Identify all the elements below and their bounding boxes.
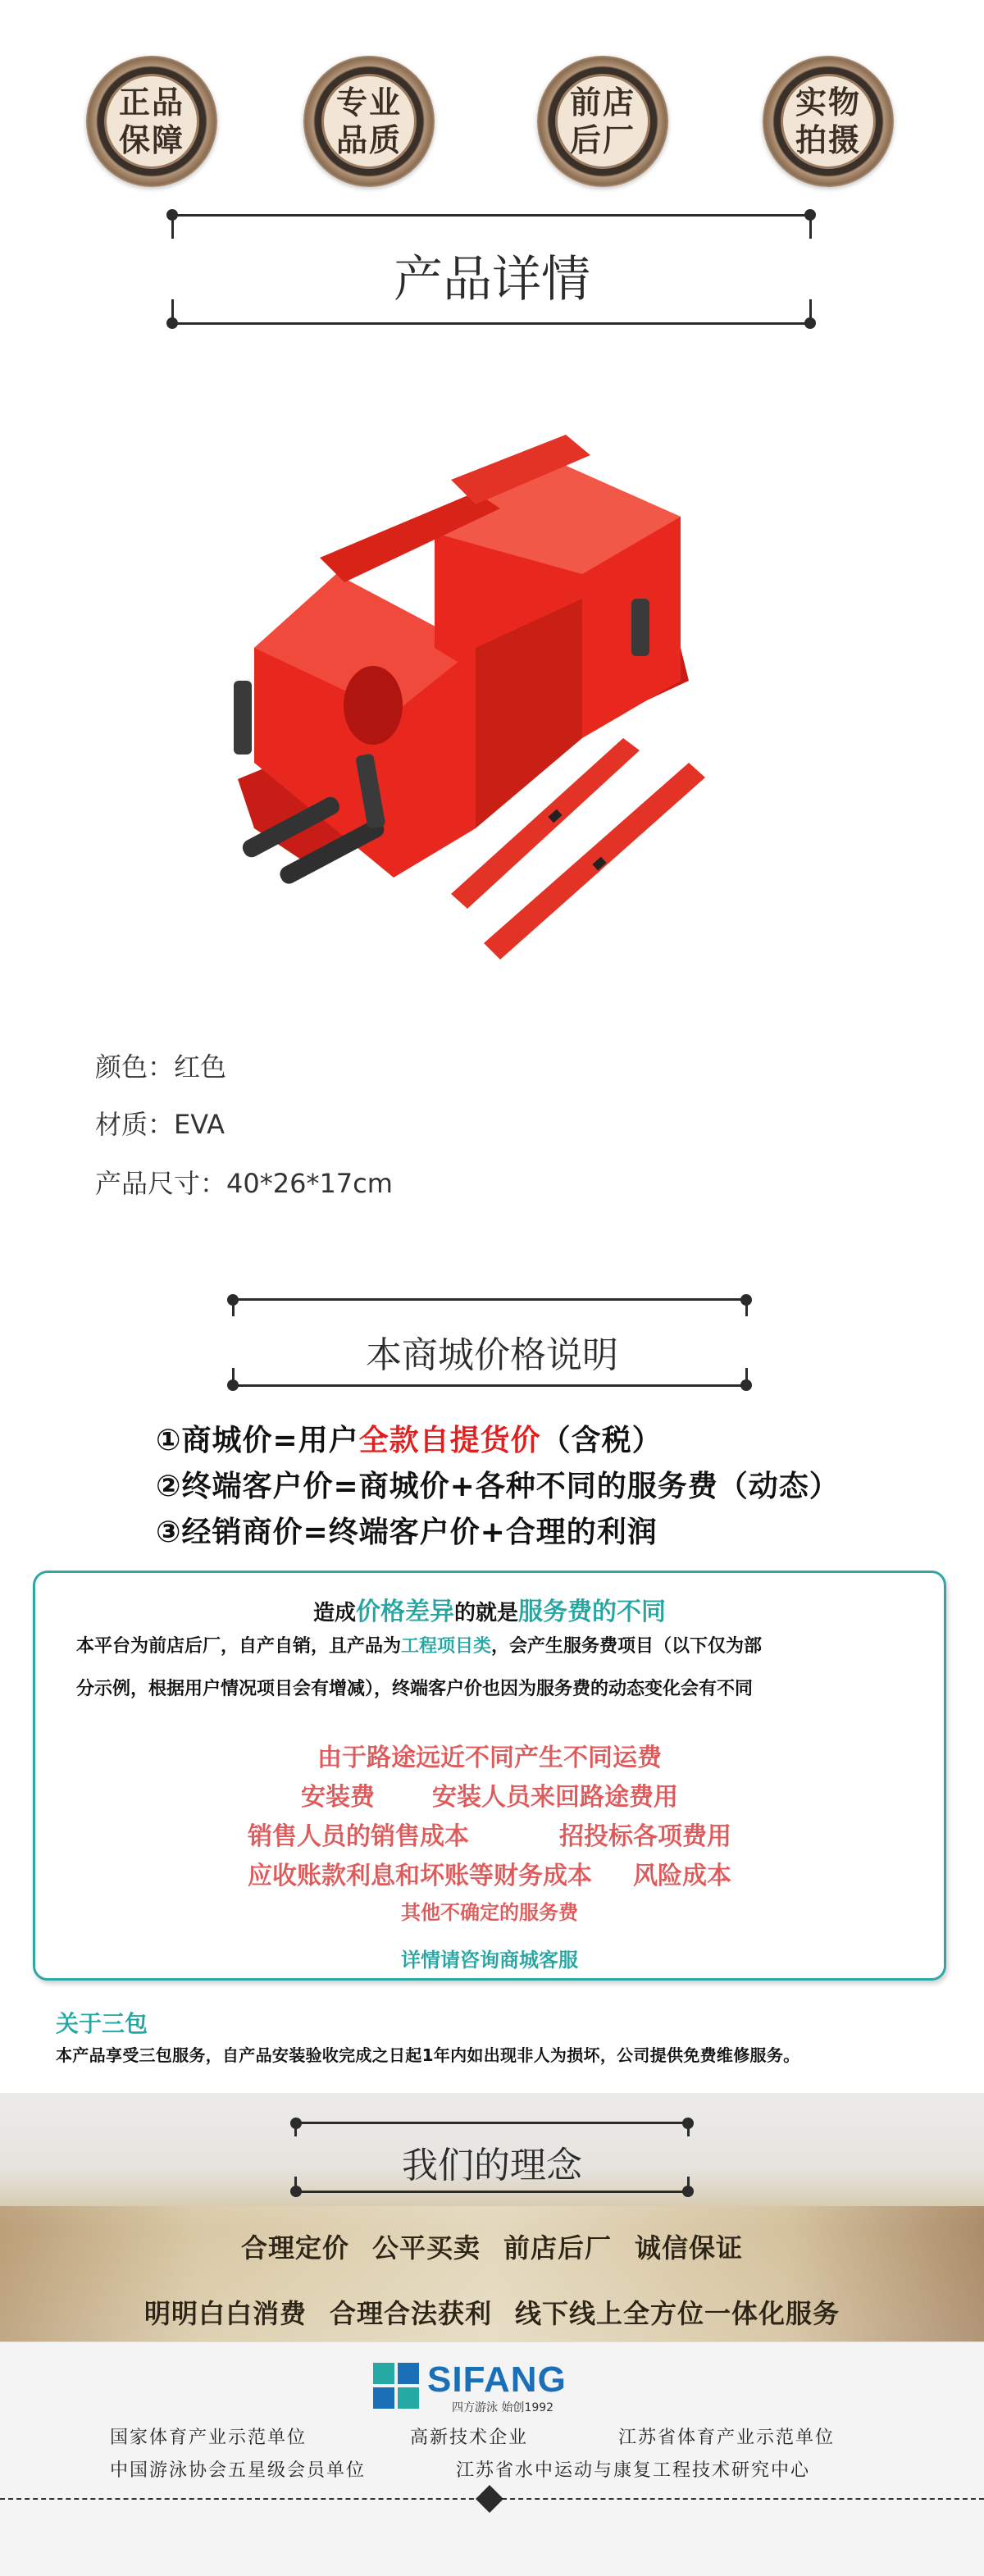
warranty-text: 本产品享受三包服务，自产品安装验收完成之日起1年内如出现非人为损坏，公司提供免费维修服务。	[56, 2045, 800, 2065]
badge-text: 保障	[118, 122, 184, 158]
philosophy-item: 诚信保证	[635, 2232, 744, 2264]
price-line-text: （含税）	[540, 1424, 663, 1457]
badge-professional	[303, 56, 435, 187]
details-title: 产品详情	[394, 251, 590, 308]
badge-text: 前店	[569, 84, 636, 121]
cost-item: 安装费	[301, 1783, 375, 1812]
certification: 江苏省体育产业示范单位	[618, 2428, 836, 2448]
brand-name: SIFANG	[427, 2359, 567, 2400]
badge-row	[0, 56, 984, 195]
badge-text: 后厂	[569, 122, 636, 158]
price-title-block	[0, 1294, 984, 1393]
cost-item: 招投标各项费用	[559, 1822, 731, 1851]
price-title: 本商城价格说明	[366, 1334, 618, 1376]
philosophy-item: 线下线上全方位一体化服务	[515, 2298, 840, 2329]
philosophy-title-block	[0, 2118, 984, 2200]
cost-item: 由于路途远近不同产生不同运费	[317, 1744, 662, 1772]
cost-item: 安装人员来回路途费用	[432, 1783, 678, 1812]
cost-item: 应收账款利息和坏账等财务成本	[248, 1862, 592, 1890]
badge-real-photo	[763, 56, 894, 187]
philosophy-title: 我们的理念	[402, 2145, 582, 2186]
badge-text: 品质	[335, 122, 402, 158]
details-title-block	[0, 209, 984, 332]
spec-material: 材质：EVA	[95, 1109, 225, 1140]
certification: 高新技术企业	[410, 2428, 529, 2448]
product-ear-hole	[344, 666, 403, 745]
badge-text: 专业	[335, 84, 402, 121]
warranty-title: 关于三包	[56, 2010, 148, 2037]
badge-genuine	[86, 56, 217, 187]
cost-item-row	[35, 1816, 944, 1852]
notice-paragraph: 本平台为前店后厂，自产自销，且产品为工程项目类，会产生服务费项目（以下仅为部	[76, 1636, 763, 1657]
cost-item-row	[35, 1855, 944, 1891]
consult-link[interactable]: 详情请咨询商城客服	[401, 1949, 578, 1972]
price-line-dealer: ③经销商价=终端客户价+合理的利润	[156, 1516, 658, 1549]
price-line-terminal: ②终端客户价=商城价+各种不同的服务费（动态）	[156, 1470, 840, 1503]
notice-paragraph: 分示例，根据用户情况项目会有增减），终端客户价也因为服务费的动态变化会有不同	[76, 1679, 754, 1699]
notice-heading: 造成价格差异的就是服务费的不同	[312, 1598, 667, 1626]
certification: 国家体育产业示范单位	[110, 2428, 308, 2448]
badge-factory	[537, 56, 668, 187]
philosophy-item: 明明白白消费	[144, 2298, 307, 2329]
certification: 江苏省水中运动与康复工程技术研究中心	[456, 2460, 811, 2481]
price-line-highlight: 全款自提货价	[358, 1424, 541, 1457]
badge-text: 正品	[118, 84, 184, 121]
spec-size: 产品尺寸：40*26*17cm	[95, 1168, 393, 1199]
philosophy-item: 前店后厂	[503, 2232, 613, 2264]
price-line-text: ①商城价=用户	[156, 1424, 359, 1457]
product-image	[205, 435, 820, 976]
spec-color: 颜色：红色	[95, 1051, 227, 1083]
logo-icon	[373, 2363, 419, 2409]
cost-item: 销售人员的销售成本	[248, 1822, 469, 1851]
cost-item-row	[35, 1776, 944, 1812]
price-notice-box	[33, 1571, 946, 1981]
price-line-mall	[156, 1417, 663, 1459]
philosophy-row-1	[0, 2227, 984, 2265]
badge-text: 拍摄	[795, 122, 861, 158]
philosophy-item: 合理定价	[240, 2232, 349, 2264]
philosophy-item: 合理合法获利	[329, 2298, 492, 2329]
cost-item: 其他不确定的服务费	[401, 1901, 578, 1924]
badge-text: 实物	[795, 84, 861, 121]
brand-slogan: 四方游泳 始创1992	[452, 2401, 554, 2414]
brand-logo	[373, 2358, 619, 2415]
cost-item: 风险成本	[633, 1862, 731, 1890]
product-clip	[234, 681, 252, 755]
philosophy-item: 公平买卖	[371, 2232, 481, 2264]
certification: 中国游泳协会五星级会员单位	[110, 2460, 367, 2481]
philosophy-row-2	[0, 2293, 984, 2331]
